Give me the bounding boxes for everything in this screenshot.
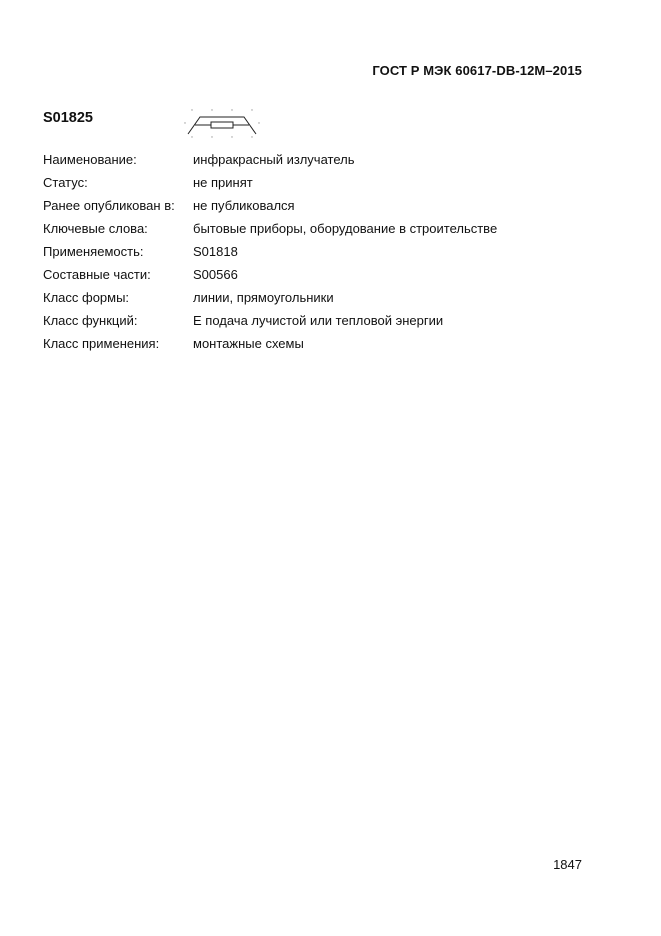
symbol-properties xyxy=(43,148,603,355)
property-label: Класс функций: xyxy=(43,313,138,328)
property-row-components xyxy=(43,263,603,286)
property-label: Составные части: xyxy=(43,267,151,282)
property-label: Применяемость: xyxy=(43,244,144,259)
property-label: Класс применения: xyxy=(43,336,160,351)
infrared-emitter-symbol-icon xyxy=(182,107,262,141)
property-value: бытовые приборы, оборудование в строительстве xyxy=(193,221,498,236)
property-row-application-class xyxy=(43,332,603,355)
property-row-applicability xyxy=(43,240,603,263)
property-row-status xyxy=(43,171,603,194)
symbol-code: S01825 xyxy=(43,110,93,126)
standard-header: ГОСТ Р МЭК 60617-DB-12M–2015 xyxy=(372,63,582,78)
property-value: монтажные схемы xyxy=(193,336,304,351)
property-row-shape-class xyxy=(43,286,603,309)
property-value: E подача лучистой или тепловой энергии xyxy=(193,313,444,328)
property-label: Наименование: xyxy=(43,152,137,167)
page-number: 1847 xyxy=(553,857,582,872)
property-row-keywords xyxy=(43,217,603,240)
property-row-published xyxy=(43,194,603,217)
property-row-name xyxy=(43,148,603,171)
property-label: Ранее опубликован в: xyxy=(43,198,175,213)
property-value: S00566 xyxy=(193,267,238,282)
property-value: не публиковался xyxy=(193,198,295,213)
property-value: не принят xyxy=(193,175,253,190)
property-value: инфракрасный излучатель xyxy=(193,152,355,167)
property-label: Ключевые слова: xyxy=(43,221,148,236)
property-row-function-class xyxy=(43,309,603,332)
property-value: линии, прямоугольники xyxy=(193,290,334,305)
property-label: Статус: xyxy=(43,175,88,190)
property-value: S01818 xyxy=(193,244,238,259)
property-label: Класс формы: xyxy=(43,290,130,305)
